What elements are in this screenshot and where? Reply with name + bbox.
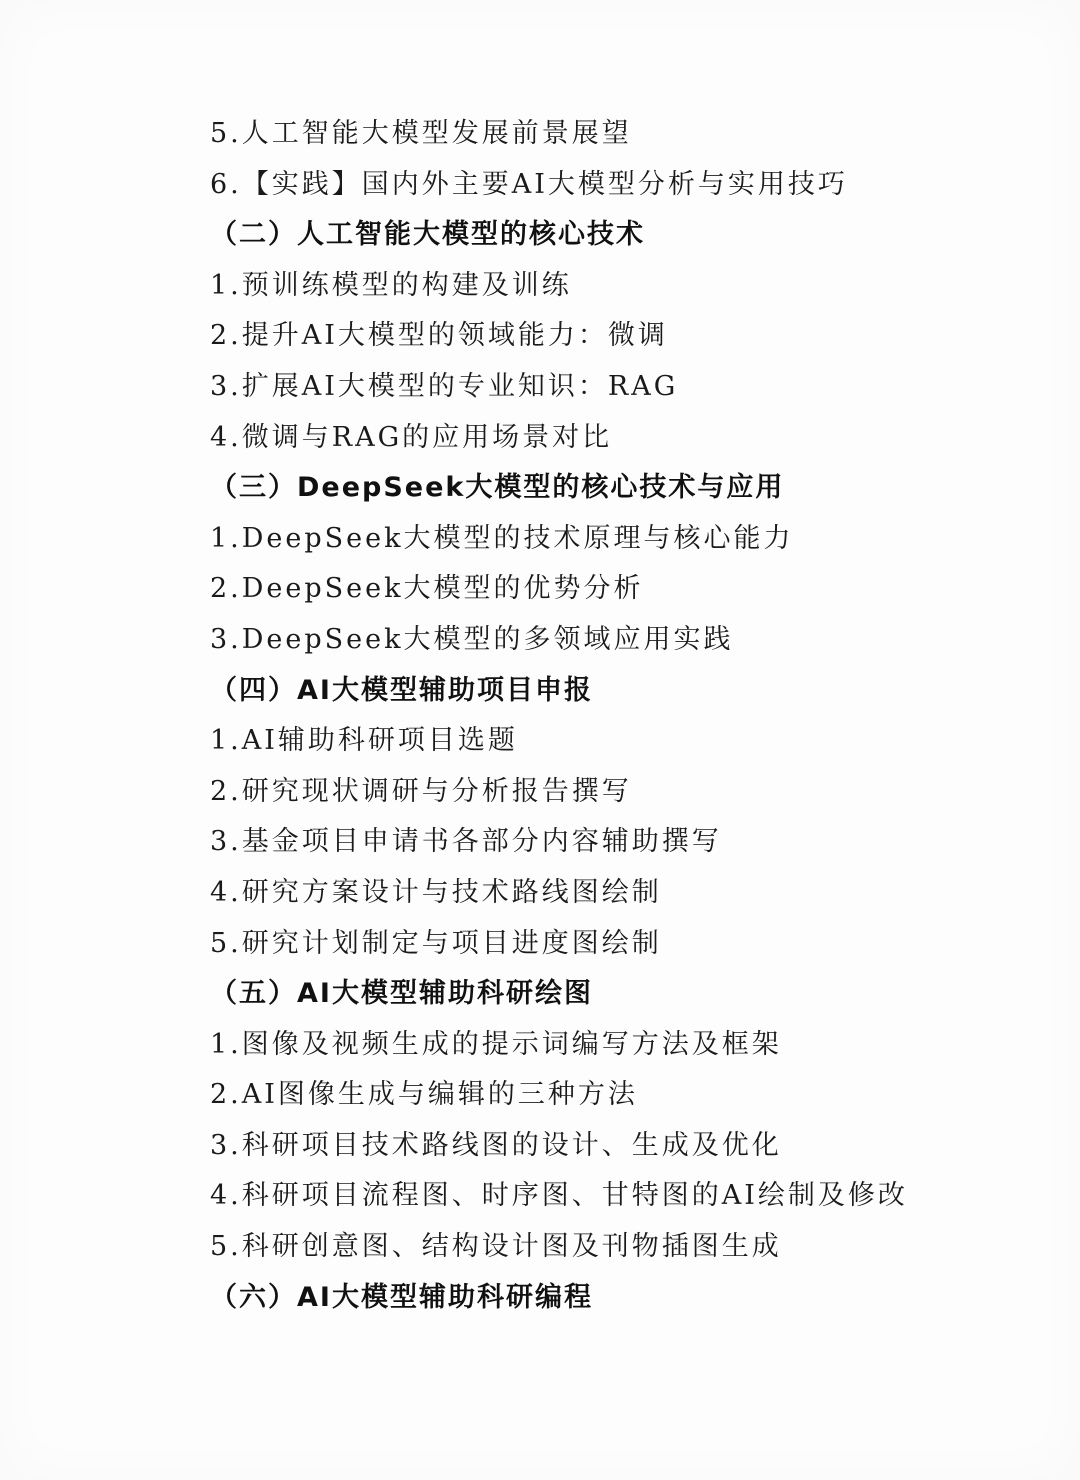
list-item: 1.DeepSeek大模型的技术原理与核心能力	[210, 522, 794, 554]
section-heading: （六）AI大模型辅助科研编程	[210, 1281, 593, 1313]
list-item: 4.微调与RAG的应用场景对比	[210, 421, 613, 453]
list-item: 5.研究计划制定与项目进度图绘制	[210, 927, 662, 959]
section-heading: （五）AI大模型辅助科研绘图	[210, 978, 593, 1010]
list-item: 2.研究现状调研与分析报告撰写	[210, 775, 632, 807]
list-item: 1.预训练模型的构建及训练	[210, 269, 572, 301]
section-heading: （二）人工智能大模型的核心技术	[210, 219, 645, 251]
list-item: 3.扩展AI大模型的专业知识：RAG	[210, 370, 679, 402]
list-item: 3.基金项目申请书各部分内容辅助撰写	[210, 826, 722, 858]
list-item: 1.图像及视频生成的提示词编写方法及框架	[210, 1028, 782, 1060]
list-item: 2.DeepSeek大模型的优势分析	[210, 573, 644, 605]
section-heading: （四）AI大模型辅助项目申报	[210, 674, 593, 706]
list-item: 4.科研项目流程图、时序图、甘特图的AI绘制及修改	[210, 1180, 908, 1212]
list-item: 3.科研项目技术路线图的设计、生成及优化	[210, 1129, 782, 1161]
list-item: 6.【实践】国内外主要AI大模型分析与实用技巧	[210, 168, 848, 200]
list-item: 2.AI图像生成与编辑的三种方法	[210, 1079, 638, 1111]
list-item: 2.提升AI大模型的领域能力：微调	[210, 320, 668, 352]
section-heading: （三）DeepSeek大模型的核心技术与应用	[210, 472, 785, 504]
document-body	[210, 109, 1030, 1323]
list-item: 1.AI辅助科研项目选题	[210, 725, 518, 757]
list-item: 3.DeepSeek大模型的多领域应用实践	[210, 623, 734, 655]
list-item: 4.研究方案设计与技术路线图绘制	[210, 876, 662, 908]
list-item: 5.人工智能大模型发展前景展望	[210, 118, 632, 149]
list-item: 5.科研创意图、结构设计图及刊物插图生成	[210, 1231, 782, 1263]
